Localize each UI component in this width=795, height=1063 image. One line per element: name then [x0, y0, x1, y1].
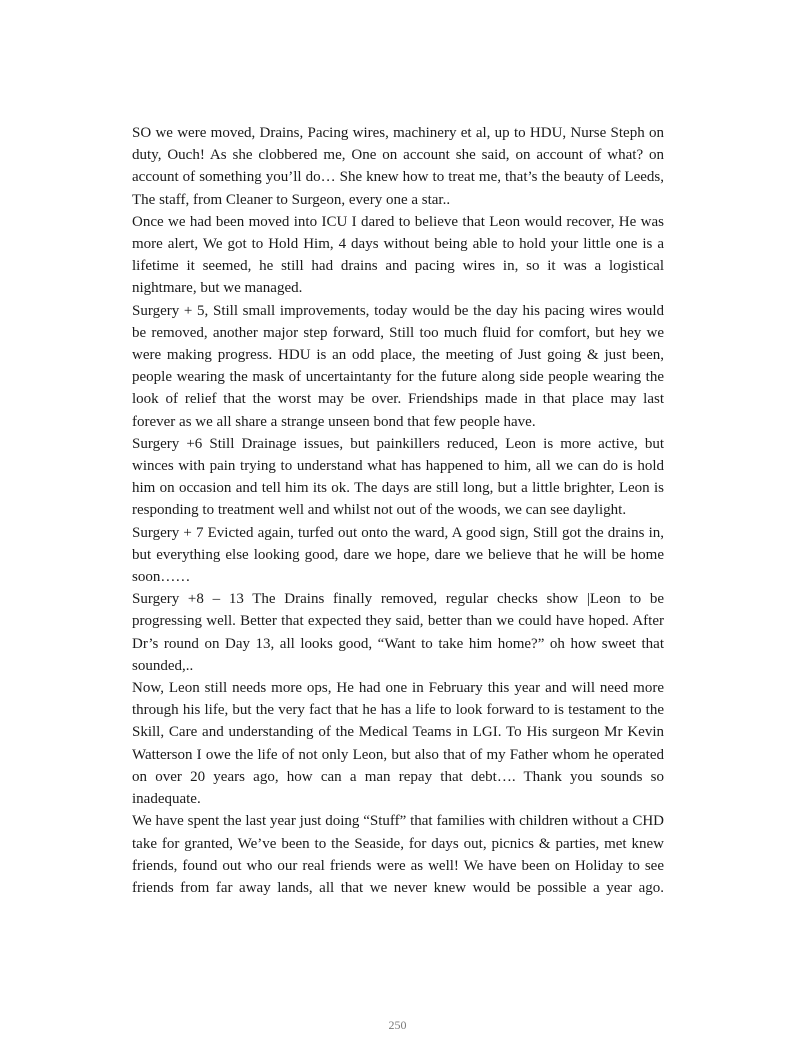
paragraph: Once we had been moved into ICU I dared to believe that Leon would recover, He was more alert, We got to Hold Him, 4 days without being able to hold your little one is a lifetime it seemed, he still had drains and pacing wires in, so it was a logistical nightmare, but we managed.	[132, 213, 664, 297]
paragraph: Surgery +6 Still Drainage issues, but painkillers reduced, Leon is more active, but winces with pain trying to understand what has happened to him, all we can do is hold him on occasion and tell him its ok. The days are still long, but a little brighter, Leon is responding to treatment well and whilst not out of the woods, we can see daylight.	[132, 435, 664, 519]
paragraph: SO we were moved, Drains, Pacing wires, machinery et al, up to HDU, Nurse Steph on duty, Ouch! As she clobbered me, One on account she said, on account of what? on account of something you’ll do… She knew how to treat me, that’s the beauty of Leeds, The staff, from Cleaner to Surgeon, every one a star..	[132, 125, 664, 208]
page-body	[132, 122, 664, 899]
page-number: 250	[388, 1018, 407, 1032]
paragraph: Surgery + 7 Evicted again, turfed out onto the ward, A good sign, Still got the drains in, but everything else looking good, dare we hope, dare we believe that he will be home soon……	[132, 524, 664, 586]
paragraph: Surgery +8 – 13 The Drains finally removed, regular checks show |Leon to be progressing well. Better that expected they said, better than we could have hoped. After Dr’s round on Day 13, all looks good, “Want to take him home?” oh how sweet that sounded,..	[132, 591, 664, 674]
paragraph: We have spent the last year just doing “Stuff” that families with children without a CHD take for granted, We’ve been to the Seaside, for days out, picnics & parties, met knew friends, found out who our real friends were as well! We have been on Holiday to see friends from far away lands, all that we never knew would be possible a year ago.	[132, 813, 664, 896]
paragraph: Now, Leon still needs more ops, He had one in February this year and will need more through his life, but the very fact that he has a life to look forward to is testament to the Skill, Care and understanding of the Medical Teams in LGI. To His surgeon Mr Kevin Watterson I owe the life of not only Leon, but also that of my Father whom he operated on over 20 years ago, how can a man repay that debt…. Thank you sounds so inadequate.	[132, 680, 664, 808]
paragraph: Surgery + 5, Still small improvements, today would be the day his pacing wires would be removed, another major step forward, Still too much fluid for comfort, but hey we were making progress. HDU is an odd place, the meeting of Just going & just been, people wearing the mask of uncertaintanty for the future along side people wearing the look of relief that the worst may be over. Friendships made in that place may last forever as we all share a strange unseen bond that few people have.	[132, 302, 664, 430]
